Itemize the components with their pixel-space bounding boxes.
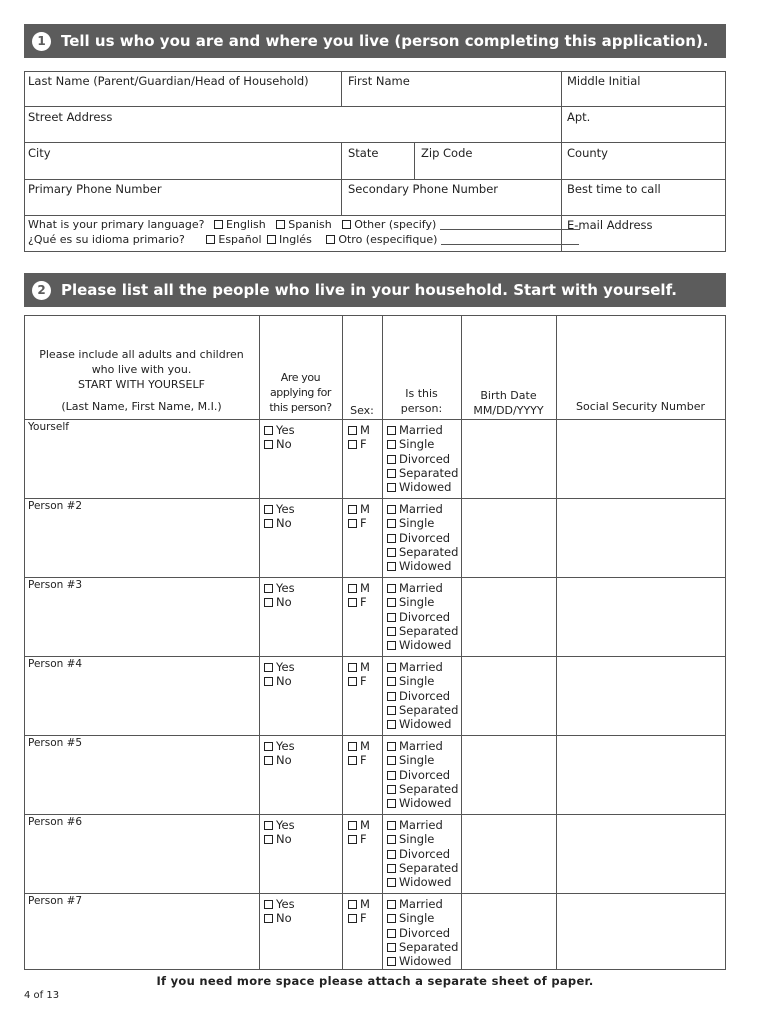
checkbox-icon[interactable]	[264, 677, 273, 686]
option[interactable]: M	[348, 502, 370, 516]
person-name-cell[interactable]: Person #5	[28, 737, 83, 749]
ssn-input[interactable]	[557, 736, 724, 813]
checkbox-icon[interactable]	[348, 505, 357, 514]
ssn-input[interactable]	[557, 578, 724, 655]
checkbox-icon[interactable]	[348, 677, 357, 686]
sex-options	[348, 502, 370, 531]
option[interactable]: F	[348, 516, 370, 530]
option[interactable]: F	[348, 832, 370, 846]
applying-options	[264, 502, 295, 531]
checkbox-icon[interactable]	[387, 943, 396, 952]
last-name-field[interactable]: Last Name (Parent/Guardian/Head of Household)	[28, 74, 309, 88]
option[interactable]: Single	[387, 595, 458, 609]
checkbox-icon[interactable]	[387, 742, 396, 751]
marital-options	[387, 423, 458, 494]
county-field[interactable]: County	[567, 146, 608, 160]
checkbox-icon[interactable]	[387, 914, 396, 923]
ssn-input[interactable]	[557, 894, 724, 971]
city-field[interactable]: City	[28, 146, 51, 160]
language-question-es: ¿Qué es su idioma primario? Español Inglés Otro (especifique)	[28, 233, 579, 246]
marital-options	[387, 581, 458, 652]
checkbox-icon[interactable]	[387, 878, 396, 887]
page-number: 4 of 13	[24, 990, 60, 1001]
option[interactable]: Yes	[264, 581, 295, 595]
option[interactable]: No	[264, 674, 295, 688]
ssn-column-header: Social Security Number	[576, 400, 705, 413]
birth-date-input[interactable]	[462, 499, 555, 576]
option[interactable]: No	[264, 753, 295, 767]
checkbox-icon[interactable]	[264, 821, 273, 830]
birth-date-input[interactable]	[462, 894, 555, 971]
person-name-cell[interactable]: Person #7	[28, 895, 83, 907]
option[interactable]: Divorced	[387, 531, 458, 545]
option[interactable]: F	[348, 911, 370, 925]
option[interactable]: Yes	[264, 423, 295, 437]
option[interactable]: M	[348, 818, 370, 832]
otro-language-blank[interactable]	[441, 235, 579, 245]
person-name-cell[interactable]: Yourself	[28, 421, 69, 433]
checkbox-icon[interactable]	[387, 519, 396, 528]
option[interactable]: M	[348, 897, 370, 911]
checkbox-icon[interactable]	[387, 613, 396, 622]
option[interactable]: No	[264, 516, 295, 530]
birth-date-column-header: Birth Date MM/DD/YYYY	[473, 389, 544, 417]
checkbox-icon[interactable]	[348, 598, 357, 607]
checkbox-icon[interactable]	[276, 220, 285, 229]
checkbox-icon[interactable]	[387, 598, 396, 607]
checkbox-icon[interactable]	[348, 519, 357, 528]
person-name-cell[interactable]: Person #2	[28, 500, 83, 512]
checkbox-icon[interactable]	[326, 235, 335, 244]
checkbox-icon[interactable]	[264, 900, 273, 909]
checkbox-icon[interactable]	[387, 850, 396, 859]
checkbox-icon[interactable]	[348, 584, 357, 593]
checkbox-icon[interactable]	[264, 598, 273, 607]
state-field[interactable]: State	[348, 146, 379, 160]
checkbox-icon[interactable]	[387, 706, 396, 715]
option[interactable]: M	[348, 423, 370, 437]
checkbox-icon[interactable]	[264, 519, 273, 528]
sex-options	[348, 897, 370, 926]
option[interactable]: F	[348, 595, 370, 609]
checkbox-icon[interactable]	[264, 742, 273, 751]
checkbox-icon[interactable]	[387, 835, 396, 844]
sex-column-header: Sex:	[350, 404, 374, 417]
applying-options	[264, 897, 295, 926]
birth-date-input[interactable]	[462, 657, 555, 734]
marital-options	[387, 897, 458, 968]
ssn-input[interactable]	[557, 499, 724, 576]
person-name-cell[interactable]: Person #3	[28, 579, 83, 591]
checkbox-icon[interactable]	[387, 799, 396, 808]
email-field[interactable]: E-mail Address	[567, 218, 653, 232]
secondary-phone-field[interactable]: Secondary Phone Number	[348, 182, 499, 196]
option[interactable]: Separated	[387, 782, 458, 796]
option[interactable]: Separated	[387, 545, 458, 559]
checkbox-icon[interactable]	[348, 663, 357, 672]
option[interactable]: No	[264, 911, 295, 925]
option[interactable]: Yes	[264, 897, 295, 911]
birth-date-input[interactable]	[462, 420, 555, 497]
applying-options	[264, 660, 295, 689]
option[interactable]: Widowed	[387, 796, 458, 810]
street-address-field[interactable]: Street Address	[28, 110, 113, 124]
option[interactable]: Yes	[264, 660, 295, 674]
birth-date-input[interactable]	[462, 736, 555, 813]
option[interactable]: Single	[387, 437, 458, 451]
option[interactable]: Married	[387, 818, 458, 832]
checkbox-icon[interactable]	[387, 534, 396, 543]
checkbox-icon[interactable]	[387, 469, 396, 478]
option[interactable]: Married	[387, 897, 458, 911]
checkbox-icon[interactable]	[387, 677, 396, 686]
option[interactable]: Yes	[264, 739, 295, 753]
person-name-cell[interactable]: Person #4	[28, 658, 83, 670]
option[interactable]: Married	[387, 581, 458, 595]
ssn-input[interactable]	[557, 420, 724, 497]
checkbox-icon[interactable]	[387, 483, 396, 492]
section-number-badge: 2	[32, 281, 51, 300]
best-time-field[interactable]: Best time to call	[567, 182, 661, 196]
sex-options	[348, 581, 370, 610]
checkbox-icon[interactable]	[387, 900, 396, 909]
checkbox-icon[interactable]	[387, 562, 396, 571]
option[interactable]: Widowed	[387, 717, 458, 731]
checkbox-icon[interactable]	[387, 584, 396, 593]
option[interactable]: M	[348, 739, 370, 753]
option[interactable]: Yes	[264, 502, 295, 516]
checkbox-icon[interactable]	[387, 426, 396, 435]
applying-options	[264, 818, 295, 847]
checkbox-icon[interactable]	[387, 548, 396, 557]
checkbox-icon[interactable]	[387, 864, 396, 873]
checkbox-icon[interactable]	[348, 821, 357, 830]
section-1-title: Tell us who you are and where you live (person completing this application).	[61, 32, 709, 50]
option[interactable]: Divorced	[387, 926, 458, 940]
checkbox-icon[interactable]	[387, 821, 396, 830]
section-2-header	[24, 273, 726, 307]
option[interactable]: Separated	[387, 466, 458, 480]
option[interactable]: F	[348, 674, 370, 688]
checkbox-icon[interactable]	[264, 584, 273, 593]
option[interactable]: Separated	[387, 703, 458, 717]
sex-options	[348, 423, 370, 452]
checkbox-icon[interactable]	[387, 440, 396, 449]
checkbox-icon[interactable]	[348, 835, 357, 844]
checkbox-icon[interactable]	[348, 914, 357, 923]
other-language-blank[interactable]	[440, 220, 580, 230]
option[interactable]: Single	[387, 674, 458, 688]
section-1-header	[24, 24, 726, 58]
checkbox-icon[interactable]	[348, 426, 357, 435]
checkbox-icon[interactable]	[348, 742, 357, 751]
language-question-en: What is your primary language? English Spanish Other (specify)	[28, 218, 580, 231]
option[interactable]: Single	[387, 516, 458, 530]
first-name-field[interactable]: First Name	[348, 74, 410, 88]
option[interactable]: M	[348, 660, 370, 674]
option[interactable]: Married	[387, 739, 458, 753]
checkbox-icon[interactable]	[342, 220, 351, 229]
option[interactable]: Divorced	[387, 689, 458, 703]
option[interactable]: Separated	[387, 861, 458, 875]
marital-options	[387, 660, 458, 731]
option[interactable]: Married	[387, 423, 458, 437]
checkbox-icon[interactable]	[387, 692, 396, 701]
marital-options	[387, 502, 458, 573]
apt-field[interactable]: Apt.	[567, 110, 591, 124]
option[interactable]: Widowed	[387, 875, 458, 889]
option[interactable]: Separated	[387, 624, 458, 638]
applying-column-header: Are you applying for this person?	[269, 371, 332, 414]
sex-options	[348, 818, 370, 847]
applying-options	[264, 581, 295, 610]
checkbox-icon[interactable]	[264, 505, 273, 514]
applying-options	[264, 739, 295, 768]
option[interactable]: F	[348, 437, 370, 451]
option[interactable]: Single	[387, 832, 458, 846]
ssn-input[interactable]	[557, 815, 724, 892]
checkbox-icon[interactable]	[387, 756, 396, 765]
checkbox-icon[interactable]	[214, 220, 223, 229]
checkbox-icon[interactable]	[264, 440, 273, 449]
birth-date-input[interactable]	[462, 815, 555, 892]
names-column-header: Please include all adults and children who live with you. START WITH YOURSELF (Last Name, First Name, M.I.)	[39, 348, 244, 413]
option[interactable]: No	[264, 437, 295, 451]
option[interactable]: Divorced	[387, 768, 458, 782]
option[interactable]: Yes	[264, 818, 295, 832]
checkbox-icon[interactable]	[348, 440, 357, 449]
option[interactable]: M	[348, 581, 370, 595]
option[interactable]: Widowed	[387, 954, 458, 968]
marital-options	[387, 739, 458, 810]
checkbox-icon[interactable]	[264, 756, 273, 765]
primary-phone-field[interactable]: Primary Phone Number	[28, 182, 162, 196]
ssn-input[interactable]	[557, 657, 724, 734]
checkbox-icon[interactable]	[387, 720, 396, 729]
checkbox-icon[interactable]	[387, 641, 396, 650]
checkbox-icon[interactable]	[387, 627, 396, 636]
option[interactable]: Widowed	[387, 480, 458, 494]
sex-options	[348, 739, 370, 768]
sex-options	[348, 660, 370, 689]
middle-initial-field[interactable]: Middle Initial	[567, 74, 641, 88]
option[interactable]: Divorced	[387, 452, 458, 466]
checkbox-icon[interactable]	[348, 900, 357, 909]
birth-date-input[interactable]	[462, 578, 555, 655]
checkbox-icon[interactable]	[387, 455, 396, 464]
option[interactable]: F	[348, 753, 370, 767]
option[interactable]: Divorced	[387, 847, 458, 861]
person-name-cell[interactable]: Person #6	[28, 816, 83, 828]
checkbox-icon[interactable]	[206, 235, 215, 244]
footer-note: If you need more space please attach a separate sheet of paper.	[156, 974, 594, 988]
checkbox-icon[interactable]	[264, 914, 273, 923]
checkbox-icon[interactable]	[264, 835, 273, 844]
marital-column-header: Is this person:	[400, 387, 443, 415]
option[interactable]: Single	[387, 911, 458, 925]
option[interactable]: Married	[387, 660, 458, 674]
checkbox-icon[interactable]	[387, 957, 396, 966]
checkbox-icon[interactable]	[267, 235, 276, 244]
zip-code-field[interactable]: Zip Code	[421, 146, 473, 160]
checkbox-icon[interactable]	[387, 785, 396, 794]
checkbox-icon[interactable]	[348, 756, 357, 765]
section-number-badge: 1	[32, 32, 51, 51]
checkbox-icon[interactable]	[264, 663, 273, 672]
option[interactable]: Single	[387, 753, 458, 767]
option[interactable]: Widowed	[387, 559, 458, 573]
checkbox-icon[interactable]	[387, 663, 396, 672]
checkbox-icon[interactable]	[264, 426, 273, 435]
checkbox-icon[interactable]	[387, 771, 396, 780]
option[interactable]: Divorced	[387, 610, 458, 624]
option[interactable]: Separated	[387, 940, 458, 954]
option[interactable]: Widowed	[387, 638, 458, 652]
checkbox-icon[interactable]	[387, 505, 396, 514]
marital-options	[387, 818, 458, 889]
applying-options	[264, 423, 295, 452]
option[interactable]: No	[264, 832, 295, 846]
checkbox-icon[interactable]	[387, 929, 396, 938]
option[interactable]: Married	[387, 502, 458, 516]
section-2-title: Please list all the people who live in your household. Start with yourself.	[61, 281, 677, 299]
option[interactable]: No	[264, 595, 295, 609]
